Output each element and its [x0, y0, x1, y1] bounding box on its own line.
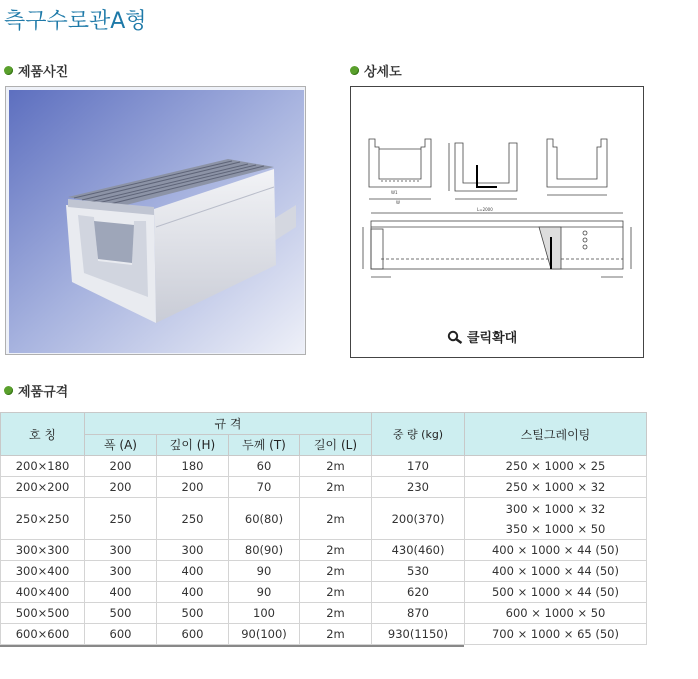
bullet-icon — [4, 66, 13, 75]
cell-thickness: 100 — [229, 603, 300, 624]
cell-weight: 530 — [372, 561, 465, 582]
cell-weight: 870 — [372, 603, 465, 624]
cell-length: 2m — [300, 582, 372, 603]
section-detail-heading — [350, 61, 402, 80]
table-row — [1, 540, 647, 561]
cell-depth: 500 — [157, 603, 229, 624]
cell-name: 400×400 — [1, 582, 85, 603]
section-photo-label: 제품사진 — [18, 65, 69, 80]
cell-grating-line: 350 × 1000 × 50 — [505, 521, 606, 536]
cell-name: 300×400 — [1, 561, 85, 582]
cell-thickness: 60(80) — [229, 498, 300, 540]
cell-width: 300 — [85, 540, 157, 561]
cell-depth: 400 — [157, 582, 229, 603]
table-row — [1, 624, 647, 645]
cell-name: 300×300 — [1, 540, 85, 561]
cell-depth: 300 — [157, 540, 229, 561]
zoom-button[interactable] — [447, 327, 517, 346]
cell-width: 400 — [85, 582, 157, 603]
cell-name: 600×600 — [1, 624, 85, 645]
cell-grating: 250 × 1000 × 32 — [465, 477, 647, 498]
section-detail-label: 상세도 — [364, 65, 402, 80]
section-spec-heading — [4, 381, 68, 400]
header-depth: 깊이 (H) — [157, 434, 229, 456]
cell-depth: 200 — [157, 477, 229, 498]
table-row — [1, 477, 647, 498]
cell-thickness: 70 — [229, 477, 300, 498]
product-photo — [5, 86, 306, 355]
bullet-icon — [350, 66, 359, 75]
bullet-icon — [4, 386, 13, 395]
cell-depth: 250 — [157, 498, 229, 540]
svg-text:L=2000: L=2000 — [477, 207, 493, 212]
header-grating: 스틸그레이팅 — [465, 413, 647, 456]
cell-depth: 180 — [157, 456, 229, 477]
header-spec: 규 격 — [85, 413, 372, 435]
cell-weight: 170 — [372, 456, 465, 477]
channel-photo-illustration — [6, 87, 306, 355]
page-title: 측구수로관A형 — [4, 9, 147, 34]
cell-length: 2m — [300, 603, 372, 624]
cell-thickness: 90 — [229, 582, 300, 603]
cell-length: 2m — [300, 456, 372, 477]
header-thickness: 두께 (T) — [229, 434, 300, 456]
cell-length: 2m — [300, 540, 372, 561]
spec-table — [0, 412, 647, 645]
detail-drawing[interactable] — [350, 86, 644, 358]
cell-name: 500×500 — [1, 603, 85, 624]
cell-thickness: 80(90) — [229, 540, 300, 561]
svg-text:W1: W1 — [391, 190, 398, 195]
cell-length: 2m — [300, 498, 372, 540]
cell-weight: 230 — [372, 477, 465, 498]
cell-length: 2m — [300, 477, 372, 498]
cell-name: 200×180 — [1, 456, 85, 477]
svg-text:W: W — [396, 200, 400, 205]
cell-weight: 620 — [372, 582, 465, 603]
cell-weight: 930(1150) — [372, 624, 465, 645]
header-name: 호 칭 — [1, 413, 85, 456]
cell-weight: 200(370) — [372, 498, 465, 540]
cell-width: 500 — [85, 603, 157, 624]
cross-section-drawing — [351, 87, 643, 317]
magnifier-icon — [447, 330, 463, 344]
header-weight: 중 량 (kg) — [372, 413, 465, 456]
cell-grating: 600 × 1000 × 50 — [465, 603, 647, 624]
cell-grating: 400 × 1000 × 44 (50) — [465, 561, 647, 582]
cell-name: 200×200 — [1, 477, 85, 498]
table-row — [1, 582, 647, 603]
table-row — [1, 456, 647, 477]
cell-thickness: 90 — [229, 561, 300, 582]
cell-width: 200 — [85, 477, 157, 498]
zoom-label: 클릭확대 — [467, 331, 518, 346]
table-bottom-rule — [0, 645, 464, 647]
cell-grating: 400 × 1000 × 44 (50) — [465, 540, 647, 561]
cell-depth: 600 — [157, 624, 229, 645]
header-length: 길이 (L) — [300, 434, 372, 456]
cell-length: 2m — [300, 561, 372, 582]
cell-depth: 400 — [157, 561, 229, 582]
cell-width: 250 — [85, 498, 157, 540]
cell-name: 250×250 — [1, 498, 85, 540]
cell-length: 2m — [300, 624, 372, 645]
table-row — [1, 498, 647, 540]
cell-width: 300 — [85, 561, 157, 582]
cell-grating-line: 300 × 1000 × 32 — [505, 501, 606, 516]
header-width: 폭 (A) — [85, 434, 157, 456]
cell-width: 600 — [85, 624, 157, 645]
cell-weight: 430(460) — [372, 540, 465, 561]
cell-width: 200 — [85, 456, 157, 477]
cell-thickness: 90(100) — [229, 624, 300, 645]
section-photo-heading — [4, 61, 68, 80]
cell-thickness: 60 — [229, 456, 300, 477]
cell-grating: 500 × 1000 × 44 (50) — [465, 582, 647, 603]
table-row — [1, 603, 647, 624]
cell-grating: 700 × 1000 × 65 (50) — [465, 624, 647, 645]
cell-grating — [465, 498, 647, 540]
cell-grating: 250 × 1000 × 25 — [465, 456, 647, 477]
table-row — [1, 561, 647, 582]
section-spec-label: 제품규격 — [18, 385, 69, 400]
